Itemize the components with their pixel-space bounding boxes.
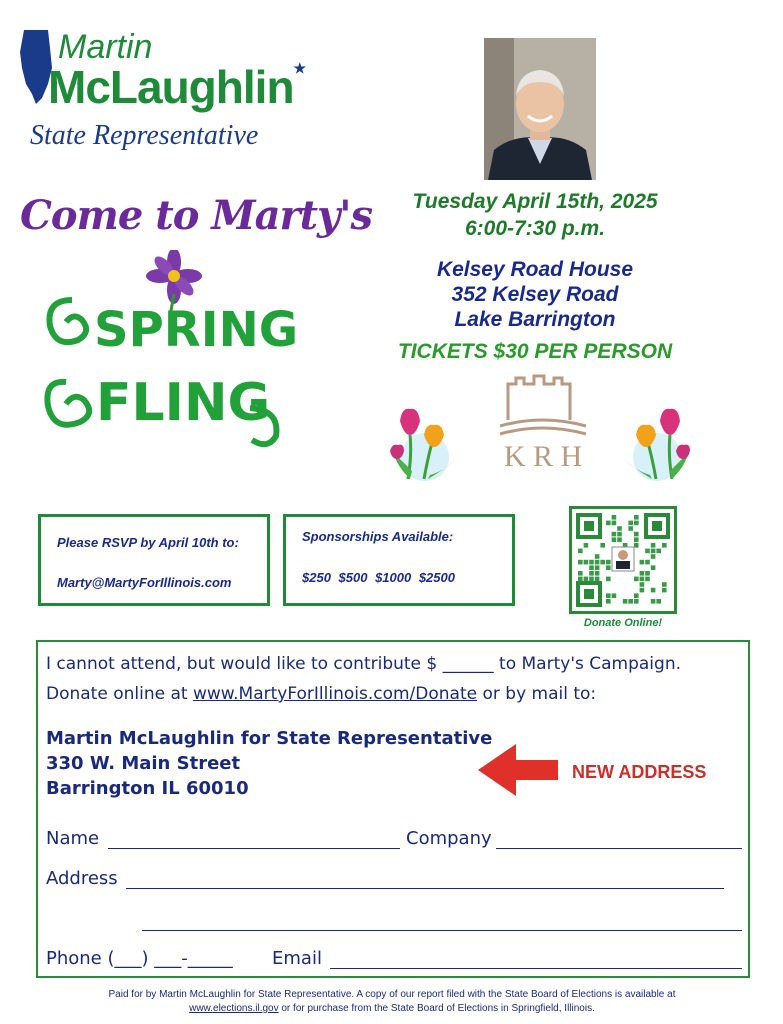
contribution-form (36, 640, 750, 978)
qr-module (612, 515, 617, 520)
contribute-line: I cannot attend, but would like to contribute $ ______ to Marty's Campaign. (46, 654, 682, 674)
qr-module (606, 560, 611, 565)
qr-module (662, 582, 667, 587)
castle-icon (500, 376, 586, 434)
mail-name: Martin McLaughlin for State Representative (46, 728, 493, 749)
address-field[interactable] (126, 888, 724, 889)
rsvp-email[interactable]: Marty@MartyForIllinois.com (57, 575, 232, 590)
address-label: Address (46, 868, 118, 889)
qr-module (584, 543, 589, 548)
company-label: Company (406, 828, 492, 849)
email-label: Email (272, 948, 322, 969)
qr-module (640, 582, 645, 587)
krh-venue-logo (478, 370, 608, 485)
krh-letters: K R H (503, 440, 583, 473)
qr-module (651, 588, 656, 593)
qr-module (617, 537, 622, 542)
qr-module (578, 571, 583, 576)
qr-module (634, 532, 639, 537)
tulip-icon (388, 405, 462, 486)
star-icon: ★ (293, 60, 306, 76)
venue-city: Lake Barrington (454, 308, 616, 331)
venue-street: 352 Kelsey Road (451, 283, 619, 306)
qr-module (600, 560, 605, 565)
spring-word: SPRING (94, 302, 299, 358)
qr-module (578, 549, 583, 554)
qr-module (651, 549, 656, 554)
qr-module (645, 549, 650, 554)
arrow-left-icon (476, 742, 560, 798)
email-field[interactable] (330, 968, 742, 969)
disclaimer-footer: Paid for by Martin McLaughlin for State Representative. A copy of our report filed with the State Board of Elections is available at www.elections.il.gov or for purchase from the State Board of Elections in Springfield, Illinois. (108, 989, 676, 1014)
qr-module (651, 599, 656, 604)
venue-name: Kelsey Road House (436, 258, 634, 281)
candidate-logo (18, 28, 348, 158)
qr-module (589, 571, 594, 576)
sponsorship-levels: $250 $500 $1000 $2500 (302, 570, 455, 585)
new-address-note: NEW ADDRESS (572, 762, 707, 782)
qr-module (595, 554, 600, 559)
come-to-martys-heading: Come to Marty's (20, 192, 373, 239)
qr-module (651, 565, 656, 570)
qr-module (578, 560, 583, 565)
rsvp-deadline: Please RSVP by April 10th to: (57, 535, 239, 550)
qr-module (656, 549, 661, 554)
qr-module (645, 577, 650, 582)
qr-module (634, 521, 639, 526)
candidate-first-name: Martin (58, 28, 153, 66)
phone-label[interactable]: Phone (___) ___-_____ (46, 948, 233, 969)
event-time: 6:00-7:30 p.m. (464, 217, 606, 240)
donate-online-line: Donate online at www.MartyForIllinois.com/Donate or by mail to: (46, 684, 597, 704)
qr-module (589, 577, 594, 582)
name-label: Name (46, 828, 100, 849)
qr-module (634, 515, 639, 520)
qr-module (656, 599, 661, 604)
qr-module (617, 532, 622, 537)
address-field-line2[interactable] (142, 930, 742, 931)
qr-module (606, 565, 611, 570)
ticket-price: TICKETS $30 PER PERSON (397, 340, 673, 363)
sponsorship-box (283, 514, 515, 606)
qr-module (628, 599, 633, 604)
qr-module (584, 577, 589, 582)
mail-city: Barrington IL 60010 (46, 778, 249, 799)
qr-module (612, 593, 617, 598)
qr-module (662, 588, 667, 593)
rsvp-box (38, 514, 270, 606)
qr-module (595, 560, 600, 565)
spring-fling-graphic (40, 250, 300, 450)
company-field[interactable] (496, 848, 742, 849)
qr-module (600, 543, 605, 548)
qr-module (617, 526, 622, 531)
qr-module (628, 526, 633, 531)
qr-module (595, 565, 600, 570)
candidate-last-name: McLaughlin★ (48, 60, 306, 113)
event-date: Tuesday April 15th, 2025 (412, 190, 658, 213)
qr-module (589, 560, 594, 565)
qr-module (606, 577, 611, 582)
fling-word: FLING (96, 373, 271, 433)
qr-module (612, 537, 617, 542)
candidate-photo (484, 38, 596, 180)
qr-module (640, 577, 645, 582)
qr-module (589, 565, 594, 570)
qr-module (645, 571, 650, 576)
tulip-icon (620, 405, 694, 486)
elections-link[interactable]: www.elections.il.gov (189, 1003, 279, 1014)
qr-module (595, 571, 600, 576)
qr-module (640, 571, 645, 576)
qr-label: Donate Online! (583, 617, 663, 629)
qr-module (634, 599, 639, 604)
qr-module (645, 560, 650, 565)
qr-module (651, 543, 656, 548)
qr-module (612, 532, 617, 537)
donate-link[interactable]: www.MartyForIllinois.com/Donate (192, 684, 478, 704)
qr-module (606, 599, 611, 604)
qr-module (651, 554, 656, 559)
qr-module (634, 577, 639, 582)
qr-module (662, 543, 667, 548)
qr-module (640, 560, 645, 565)
name-field[interactable] (108, 848, 400, 849)
mail-street: 330 W. Main Street (46, 753, 241, 774)
qr-module (640, 588, 645, 593)
qr-module (628, 521, 633, 526)
qr-module (606, 521, 611, 526)
qr-module (612, 521, 617, 526)
sponsorship-title: Sponsorships Available: (302, 529, 454, 544)
qr-module (634, 537, 639, 542)
donate-qr-code[interactable] (569, 506, 677, 614)
candidate-position: State Representative (30, 120, 259, 151)
qr-module (584, 560, 589, 565)
qr-module (634, 543, 639, 548)
qr-module (606, 593, 611, 598)
qr-module (634, 593, 639, 598)
qr-module (578, 577, 583, 582)
qr-module (595, 577, 600, 582)
qr-module (623, 599, 628, 604)
